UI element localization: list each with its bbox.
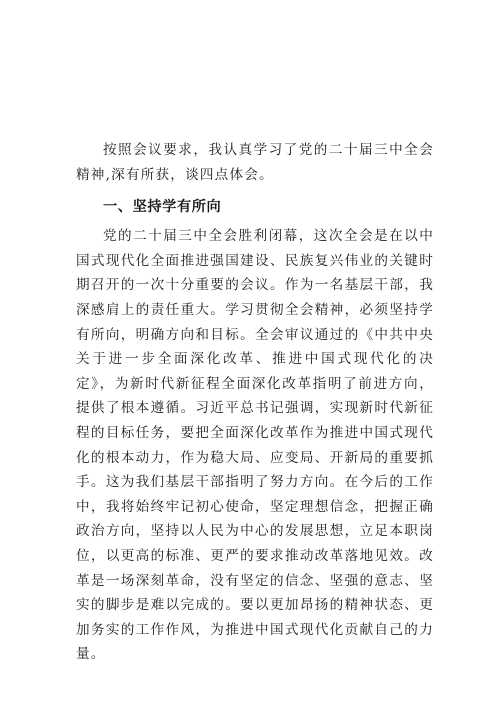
intro-paragraph: 按照会议要求，我认真学习了党的二十届三中全会精神,深有所获，谈四点体会。: [76, 142, 434, 183]
document-body: [76, 138, 434, 667]
section-paragraph: 党的二十届三中全会胜利闭幕，这次全会是在以中国式现代化全面推进强国建设、民族复兴伟业的关键时期召开的一次十分重要的会议。作为一名基层干部，我深感肩上的责任重大。学习贯彻全会精神，必须坚持学有所向，明确方向和目标。全会审议通过的《中共中央关于进一步全面深化改革、推进中国式现代化的决定》，为新时代新征程全面深化改革指明了前进方向，提供了根本遵循。习近平总书记强调，实现新时代新征程的目标任务，要把全面深化改革作为推进中国式现代化的根本动力，作为稳大局、应变局、开新局的重要抓手。这为我们基层干部指明了努力方向。在今后的工作中，我将始终牢记初心使命，坚定理想信念，把握正确政治方向，坚持以人民为中心的发展思想，立足本职岗位，以更高的标准、更严的要求推动改革落地见效。改革是一场深刻革命，没有坚定的信念、坚强的意志、坚实的脚步是难以完成的。要以更加昂扬的精神状态、更加务实的工作作风，为推进中国式现代化贡献自己的力量。: [76, 228, 434, 663]
section-heading: 一、坚持学有所向: [103, 199, 222, 216]
